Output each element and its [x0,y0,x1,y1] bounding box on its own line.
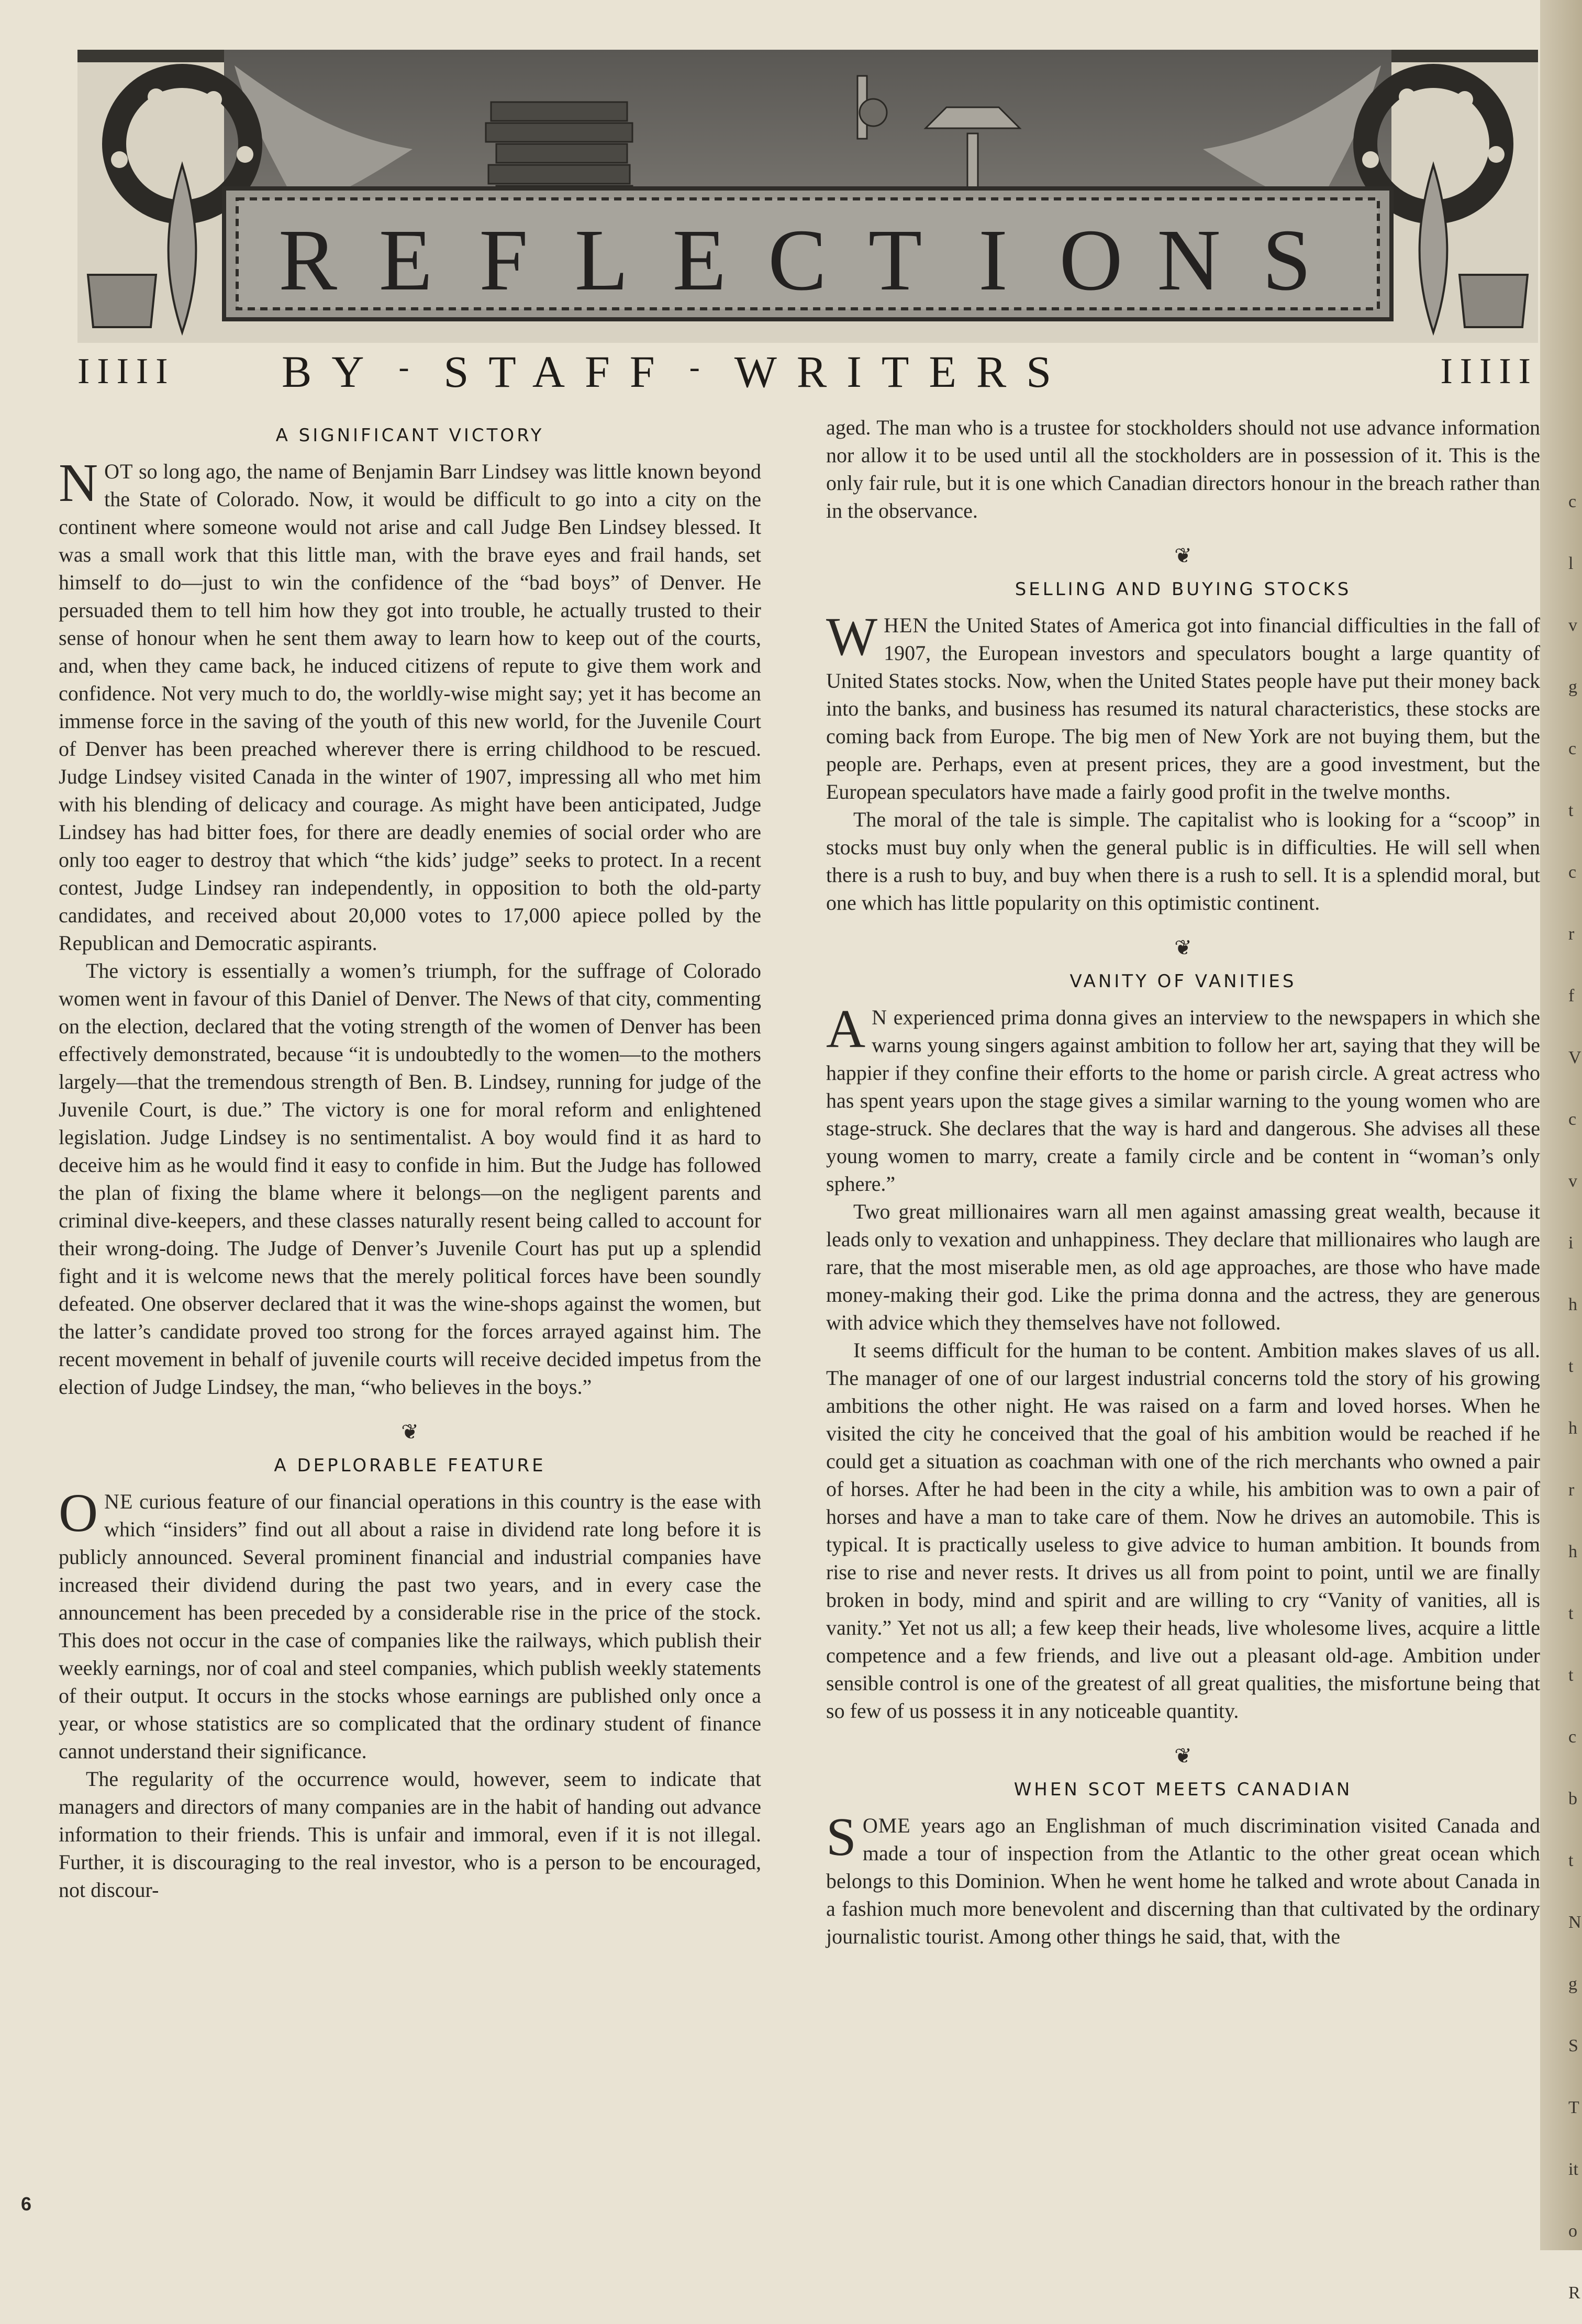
article-paragraph: It seems difficult for the human to be content. Ambition makes slaves of us all. The manager of one of our largest industrial concerns told the story of his growing ambitions the other night. He was raised on a farm and loved horses. When he visited the city he conceived that the goal of his ambition would be reached if he could get a situation as coachman with one of the rich merchants who owned a pair of horses. After he had been in the city a while, his ambition was to own a pair of horses and have a man to take care of them. Now he drives an automobile. This is typical. It is practically useless to give advice to human ambition. It bounds from rise to rise and never rests. It drives us all from point to point, until we are finally broken in body, mind and spirit and are willing to cry “Vanity of vanities, all is vanity.” Yet not us all; a few keep their heads, live wholesome lives, acquire a little competence and a few friends, and live out a pleasant old-age. Ambition under sensible control is one of the greatest of all great qualities, the misfortune being that so few of us possess it in any noticeable quantity. [826,1338,1540,1723]
edge-fragment: h [1568,1295,1577,1314]
article-paragraph [59,1483,761,1765]
banner-title-letter: R [278,211,338,309]
edge-fragment: v [1568,1171,1577,1191]
article-paragraph [59,453,761,957]
article-paragraph: Two great millionaires warn all men against amassing great wealth, because it leads only to vexation and unhappiness. They declare that millionaires who laugh are rare, that the most miserable men, as old age approaches, are those who have made money-making their god. Like the prima donna and the actress, they are generous with advice which they themselves have not followed. [826,1200,1540,1334]
edge-fragment: t [1568,1666,1574,1685]
edge-fragment: h [1568,1418,1577,1438]
edge-fragment: S [1568,2036,1578,2055]
article-paragraph [826,1807,1540,1950]
edge-fragment: o [1568,2221,1577,2241]
edge-fragment: N [1568,1913,1581,1932]
edge-fragment: t [1568,1604,1574,1623]
subtitle-ornament-right: IIIII [1440,351,1538,392]
banner-title-letter: E [672,211,727,309]
article-deplorable-feature [59,1454,761,1904]
edge-fragment: h [1568,1542,1577,1561]
subtitle-word-writers: WRITERS [734,347,1072,397]
subtitle-word-staff: STAFF [443,347,675,397]
banner-title-letter: C [767,211,827,309]
article-heading: A SIGNIFICANT VICTORY [275,425,544,446]
edge-fragment: R [1568,2283,1580,2303]
edge-fragment: r [1568,924,1575,944]
article-scot-meets-canadian [826,1778,1540,1950]
lead-word: OT [104,460,133,483]
drop-cap: N [59,453,98,513]
article-heading: SELLING AND BUYING STOCKS [1015,579,1352,600]
paragraph-text: so long ago, the name of Benjamin Barr Lindsey was little known beyond the State of Colorado. Now, it would be difficult to go into a city on the continent where someone would not arise and call Judge Ben Lindsey blessed. It was a small work that this little man, with the brave eyes and frail hands, set himself to do—just to win the confidence of the “bad boys” of Denver. He persuaded them to tell him how they got into trouble, he actually trusted to their sense of honour when he sent them away to learn how to keep out of the courts, and, when they came back, he induced citizens of repute to give them work and confidence. Not very much to do, the worldly-wise might say; yet it has become an immense force in the saving of the youth of this new world, for the Juvenile Court of Denver has been preached wherever there is erring childhood to be rescued. Judge Lindsey visited Canada in the winter of 1907, impressing all who met him with his blending of delicacy and courage. As might have been anticipated, Judge Lindsey has had bitter foes, for there are deadly enemies of social order who are only too eager to destroy that which “the kids’ judge” seeks to protect. In a recent contest, Judge Lindsey ran independently, in opposition to both the old-party candidates, and received about 20,000 votes to 17,000 apiece polled by the Republican and Democratic aspirants. [59,460,761,955]
subtitle-word-by: BY [282,347,384,397]
subtitle-separator: - [689,350,720,384]
continued-paragraph: aged. The man who is a trustee for stockholders should not use advance information nor allow it to be used until all the stockholders are in possession of it. This is the only fair rule, but it is one which Canadian directors honour in the breach rather than in the observance. [826,416,1540,522]
section-ornament-icon: ❦ [1174,1744,1192,1768]
article-heading: A DEPLORABLE FEATURE [274,1455,546,1476]
drop-cap: W [826,607,878,667]
paragraph-text: curious feature of our financial operations in this country is the ease with which “insiders” find out all about a raise in dividend rate long before it is publicly announced. Several prominent financial and industrial companies have increased their dividend during the past two years, and in every case the announcement has been preceded by a considerable rise in the price of the stock. This does not occur in the case of companies like the railways, which publish their weekly earnings, nor of coal and steel companies, which publish weekly statements of their output. It occurs in the stocks whose earnings are published only once a year, or whose statistics are so complicated that the ordinary student of finance cannot understand their significance. [59,1490,761,1763]
edge-fragment: r [1568,1480,1575,1500]
lead-word: OME [862,1814,911,1837]
banner-title-letter: N [1157,211,1221,309]
edge-fragment: it [1568,2160,1578,2179]
article-significant-victory [59,424,761,1401]
edge-fragment: l [1568,554,1574,573]
banner-title-letter: F [479,211,528,309]
article-heading: VANITY OF VANITIES [1069,971,1297,992]
article-paragraph: The moral of the tale is simple. The capitalist who is looking for a “scoop” in stocks must buy only when the general public is in difficulties. He will sell when there is a rush to buy, and buy when there is a rush to sell. It is a splendid moral, but one which has little popularity on this optimistic continent. [826,808,1540,914]
banner-title-letter: S [1262,211,1311,309]
banner-title-letter: T [868,211,922,309]
section-ornament-icon: ❦ [401,1420,419,1444]
subtitle-separator: - [398,350,429,384]
edge-fragment: V [1568,1048,1581,1067]
lead-word: NE [104,1490,133,1513]
banner-subtitle [282,345,1407,398]
article-vanity-of-vanities [826,970,1540,1725]
section-ornament-icon: ❦ [1174,936,1192,959]
edge-fragment: c [1568,1727,1577,1747]
article-selling-buying-stocks [826,578,1540,917]
edge-fragment: f [1568,986,1575,1005]
banner-subtitle-row [77,345,1538,395]
banner-title-letter: I [978,211,1008,309]
paragraph-text: the United States of America got into financial difficulties in the fall of 1907, the European investors and speculators bought a large quantity of United States stocks. Now, when the United States people have put their money back into the banks, and business has resumed its natural characteristics, these stocks are coming back from Europe. The big men of New York are not buying them, but the people are. Perhaps, even at present prices, they are a good investment, but the European speculators have made a fairly good profit in the twelve months. [826,613,1541,803]
article-paragraph: The victory is essentially a women’s triumph, for the suffrage of Colorado women went in favour of this Daniel of Denver. The News of that city, commenting on the election, declared that the voting strength of the women of Denver has been effectively demonstrated, because “it is undoubtedly to the women—to the mothers largely—that the tremendous strength of Ben. B. Lindsey, running for judge of the Juvenile Court, is due.” The victory is one for moral reform and enlightened legislation. Judge Lindsey is no sentimentalist. A boy would find it as hard to deceive him as he would find it easy to confide in him. But the Judge has followed the plan of fixing the blame where it belongs—on the negligent parents and criminal dive-keepers, and these classes naturally resent being called to account for their wrong-doing. The Judge of Denver’s Juvenile Court has put up a splendid fight and it is welcome news that the merely political forces have been soundly defeated. One observer declared that it was the wine-shops against the women, but the latter’s candidate proved too strong for the forces arrayed against him. The recent movement in behalf of juvenile courts will receive decided impetus from the election of Judge Lindsey, the man, “who believes in the boys.” [59,959,761,1399]
left-column [59,419,761,1904]
banner-title-letter: E [378,211,433,309]
edge-fragment: i [1568,1233,1574,1253]
edge-fragment: b [1568,1789,1577,1808]
section-ornament-icon: ❦ [1174,544,1192,567]
edge-fragment: v [1568,616,1577,635]
article-heading: WHEN SCOT MEETS CANADIAN [1013,1779,1353,1800]
page-number: 6 [21,2193,32,2215]
edge-fragment: c [1568,492,1577,511]
article-paragraph [826,607,1541,806]
edge-fragment: c [1568,863,1577,882]
reflections-banner [77,50,1538,343]
edge-fragment: T [1568,2098,1579,2117]
article-paragraph: The regularity of the occurrence would, however, seem to indicate that managers and directors of many companies are in the habit of handing out advance information to their friends. This is unfair and immoral, even if it is not illegal. Further, it is discouraging to the real investor, who is a person to be encouraged, not discour- [59,1767,761,1902]
edge-fragment: g [1568,1974,1577,1994]
edge-fragment: t [1568,1357,1574,1376]
lead-word: HEN [884,613,929,637]
paragraph-text: years ago an Englishman of much discrimination visited Canada and made a tour of inspection from the Atlantic to the other great ocean which belongs to this Dominion. When he went home he talked and wrote about Canada in a fashion much more benevolent and discerning than that cultivated by the ordinary journalistic tourist. Among other things he said, that, with the [826,1814,1540,1948]
edge-fragment: g [1568,677,1577,697]
edge-fragment: t [1568,1851,1574,1870]
banner-title-letter: L [574,211,629,309]
paragraph-text: experienced prima donna gives an interview to the newspapers in which she warns young singers against ambition to follow her art, saying that they will be happier if they confine their efforts to the home or parish circle. A great actress who has spent years upon the stage gives a similar warning to the young women who are stage-struck. She declares that the way is hard and dangerous. She advises all these young women to marry, create a family circle and be content in “woman’s only sphere.” [826,1005,1540,1195]
drop-cap: S [826,1807,856,1867]
edge-fragment: t [1568,801,1574,820]
banner-title-letter: O [1059,211,1123,309]
right-column [826,414,1540,1950]
article-paragraph [826,999,1540,1198]
lead-word: N [872,1005,887,1029]
subtitle-ornament-left: IIIII [77,351,175,392]
drop-cap: O [59,1483,98,1543]
edge-fragment: c [1568,1110,1577,1129]
drop-cap: A [826,999,866,1059]
adjacent-page-fragments [1568,471,1582,2324]
edge-fragment: c [1568,739,1577,758]
